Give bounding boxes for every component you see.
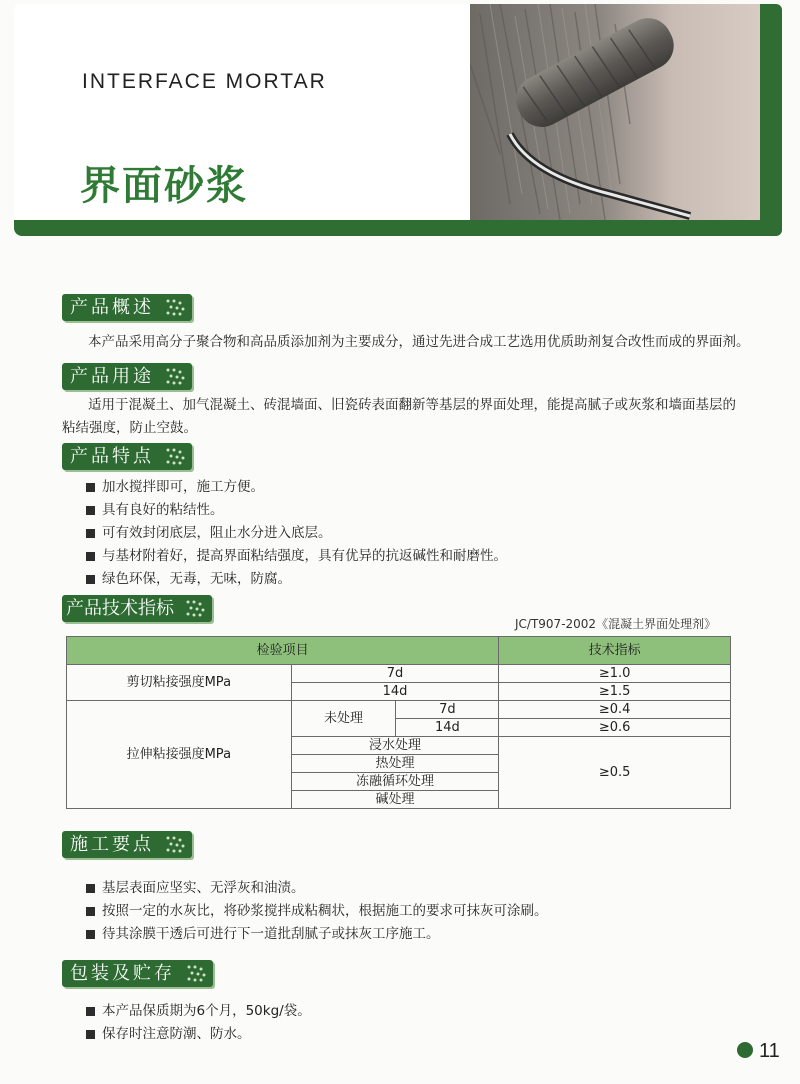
untreated-value: ≥0.6 <box>499 719 731 737</box>
treated-value: ≥0.5 <box>499 737 731 809</box>
section-title-features-label: 产品特点 <box>70 446 154 467</box>
spec-table <box>66 636 731 809</box>
section-title-specs-label: 产品技术指标 <box>66 598 174 619</box>
features-list <box>86 476 507 591</box>
list-item: 与基材附着好，提高界面粘结强度，具有优异的抗返碱性和耐磨性。 <box>86 545 507 568</box>
roller-photo <box>470 4 760 220</box>
untreated-value: ≥0.4 <box>499 701 731 719</box>
list-item: 待其涂膜干透后可进行下一道批刮腻子或抹灰工序施工。 <box>86 923 548 946</box>
construction-list <box>86 877 548 946</box>
list-item: 绿色环保，无毒，无味，防腐。 <box>86 568 507 591</box>
list-item: 本产品保质期为6个月，50kg/袋。 <box>86 1000 311 1023</box>
section-title-packaging-label: 包装及贮存 <box>70 963 175 984</box>
list-item: 具有良好的粘结性。 <box>86 499 507 522</box>
shear-value: ≥1.0 <box>499 665 731 683</box>
packaging-list <box>86 1000 311 1046</box>
banner-green-bar <box>14 220 782 236</box>
section-title-packaging <box>62 960 213 987</box>
treated-cond: 冻融循环处理 <box>291 773 499 791</box>
treated-cond: 热处理 <box>291 755 499 773</box>
usage-text-line1: 适用于混凝土、加气混凝土、砖混墙面、旧瓷砖表面翻新等基层的界面处理，能提高腻子或灰浆和墙面基层的 <box>88 397 736 413</box>
list-item: 可有效封闭底层，阻止水分进入底层。 <box>86 522 507 545</box>
section-title-overview-label: 产品概述 <box>70 297 154 318</box>
dots-decoration-icon <box>164 446 188 466</box>
dots-decoration-icon <box>164 297 188 317</box>
dots-decoration-icon <box>164 834 188 854</box>
treated-cond: 碱处理 <box>291 791 499 809</box>
english-title: INTERFACE MORTAR <box>82 70 327 93</box>
section-title-overview <box>62 294 192 321</box>
standard-reference: JC/T907-2002《混凝土界面处理剂》 <box>515 617 717 631</box>
header-test-item: 检验项目 <box>67 637 499 665</box>
usage-text-line2: 粘结强度，防止空鼓。 <box>62 420 197 436</box>
treated-cond: 浸水处理 <box>291 737 499 755</box>
list-item: 按照一定的水灰比，将砂浆搅拌成粘稠状，根据施工的要求可抹灰可涂刷。 <box>86 900 548 923</box>
page-dot-icon <box>737 1042 753 1058</box>
list-item: 加水搅拌即可，施工方便。 <box>86 476 507 499</box>
section-title-construction <box>62 831 192 858</box>
dots-decoration-icon <box>164 366 188 386</box>
untreated-label: 未处理 <box>291 701 396 737</box>
shear-cond: 14d <box>291 683 499 701</box>
page-number <box>737 1040 780 1063</box>
banner-green-edge <box>760 4 782 236</box>
section-title-usage-label: 产品用途 <box>70 366 154 387</box>
overview-text: 本产品采用高分子聚合物和高品质添加剂为主要成分，通过先进合成工艺选用优质助剂复合改性而成的界面剂。 <box>88 334 750 350</box>
section-title-features <box>62 443 192 470</box>
shear-label: 剪切粘接强度MPa <box>67 665 292 701</box>
dots-decoration-icon <box>184 598 208 618</box>
page-number-label: 11 <box>759 1040 780 1062</box>
header-spec: 技术指标 <box>499 637 731 665</box>
table-row <box>67 701 731 719</box>
shear-cond: 7d <box>291 665 499 683</box>
table-row <box>67 665 731 683</box>
tensile-label: 拉伸粘接强度MPa <box>67 701 292 809</box>
list-item: 保存时注意防潮、防水。 <box>86 1023 311 1046</box>
list-item: 基层表面应坚实、无浮灰和油渍。 <box>86 877 548 900</box>
section-title-usage <box>62 363 192 390</box>
section-title-construction-label: 施工要点 <box>70 834 154 855</box>
dots-decoration-icon <box>185 963 209 983</box>
untreated-cond: 14d <box>396 719 499 737</box>
shear-value: ≥1.5 <box>499 683 731 701</box>
header-banner <box>14 4 782 236</box>
untreated-cond: 7d <box>396 701 499 719</box>
table-header-row <box>67 637 731 665</box>
section-title-specs <box>62 595 212 622</box>
chinese-title: 界面砂浆 <box>80 163 248 209</box>
